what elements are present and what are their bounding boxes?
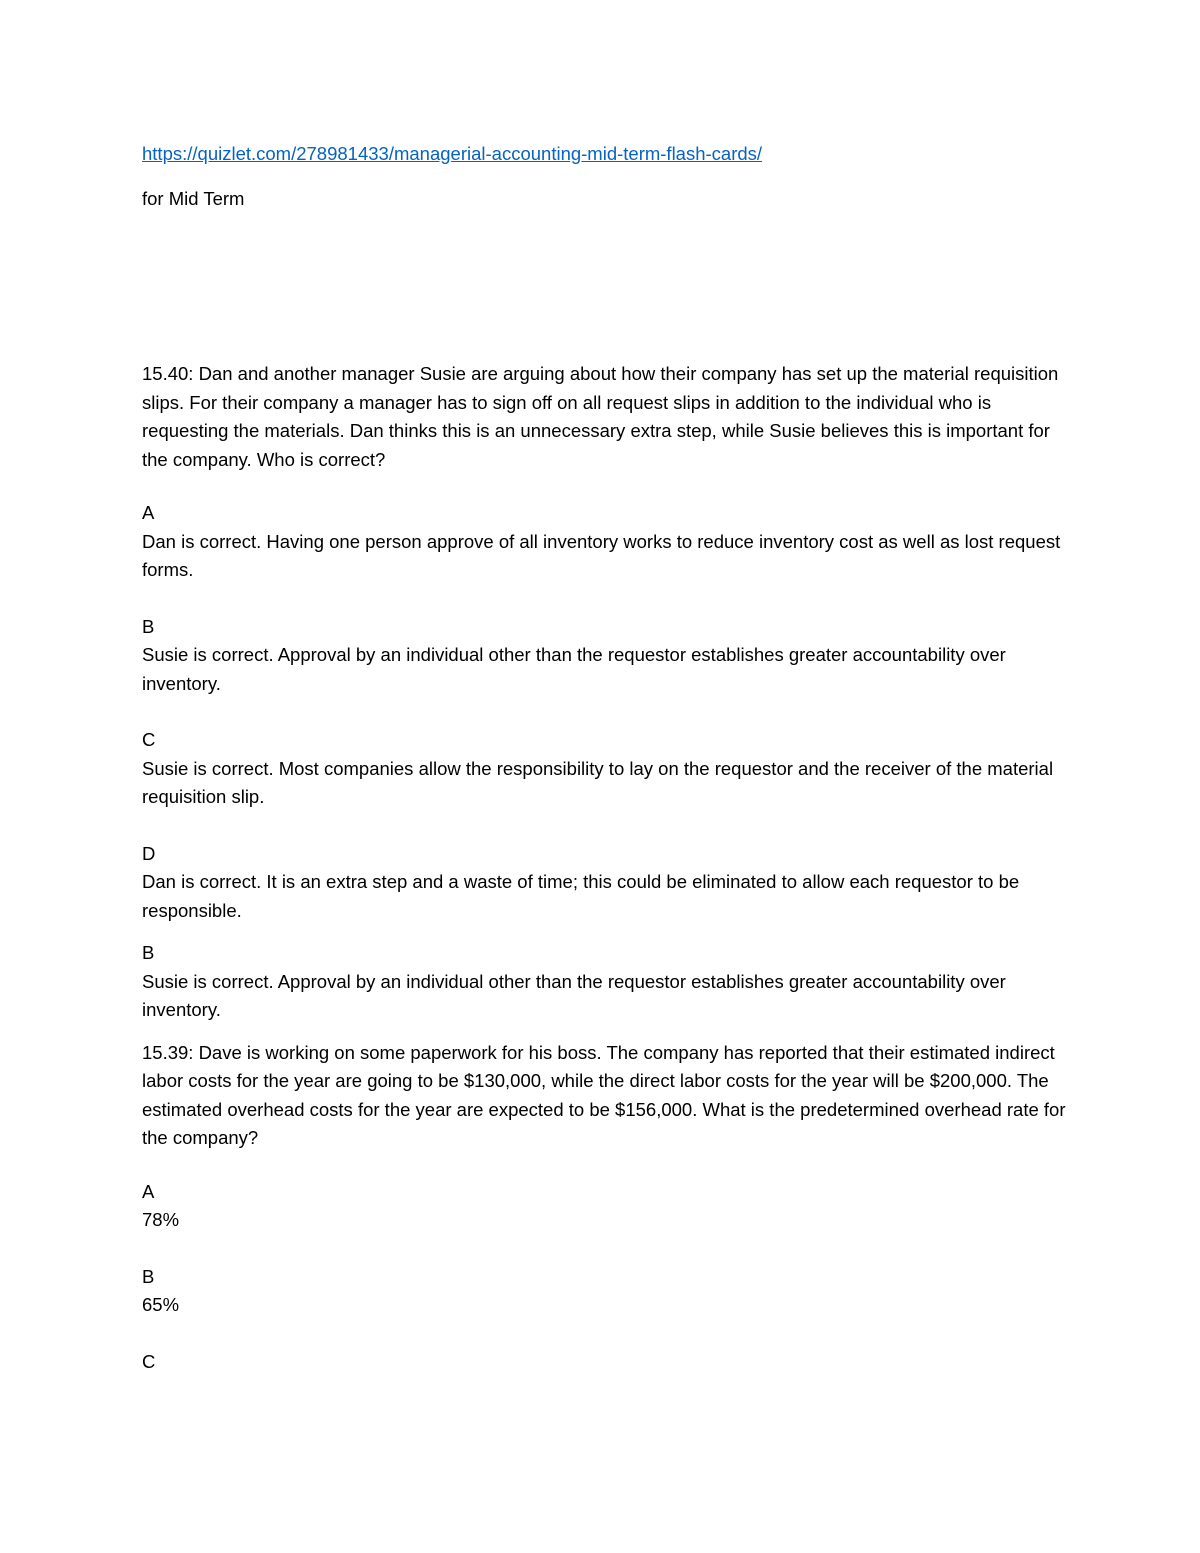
option-text: Dan is correct. It is an extra step and a waste of time; this could be eliminated to allow each requestor to be responsible. <box>142 871 1020 921</box>
document-page <box>142 140 1072 1404</box>
question-2-text: 15.39: Dave is working on some paperwork for his boss. The company has reported that their estimated indirect labor costs for the year are going to be $130,000, while the direct labor costs for the year will be $200,000. The estimated overhead costs for the year are expected to be $156,000. What is the predetermined overhead rate for the company? <box>142 1041 1066 1148</box>
quizlet-link[interactable]: https://quizlet.com/278981433/managerial-accounting-mid-term-flash-cards/ <box>142 143 763 164</box>
option-label: B <box>142 1265 155 1287</box>
option-label: C <box>142 1350 156 1372</box>
option-label: D <box>142 842 156 864</box>
option-text: Susie is correct. Approval by an individual other than the requestor establishes greater accountability over inventory. <box>142 644 1006 694</box>
note-text: for Mid Term <box>142 187 245 209</box>
question-1-answer <box>142 939 1072 1025</box>
question-1-option-a <box>142 499 1072 585</box>
question-1-option-c <box>142 726 1072 812</box>
option-text: 78% <box>142 1209 180 1230</box>
question-1-option-d <box>142 840 1072 926</box>
question-1-option-b <box>142 613 1072 699</box>
option-label: B <box>142 615 155 637</box>
question-1-text: 15.40: Dan and another manager Susie are arguing about how their company has set up the material requisition slips. For their company a manager has to sign off on all request slips in addition to the individual who is requesting the materials. Dan thinks this is an unnecessary extra step, while Susie believes this is important for the company. Who is correct? <box>142 363 1059 470</box>
option-text: 65% <box>142 1294 180 1315</box>
option-text: Susie is correct. Most companies allow the responsibility to lay on the requestor and the receiver of the material requisition slip. <box>142 757 1054 807</box>
option-label: A <box>142 1180 155 1202</box>
option-text: Dan is correct. Having one person approve of all inventory works to reduce inventory cost as well as lost request forms. <box>142 530 1061 580</box>
answer-text: Susie is correct. Approval by an individual other than the requestor establishes greater accountability over inventory. <box>142 970 1006 1020</box>
question-2-option-c <box>142 1348 1072 1377</box>
option-label: A <box>142 502 155 523</box>
link-paragraph <box>142 140 1072 169</box>
question-2-option-b <box>142 1263 1072 1320</box>
question-2-option-a <box>142 1178 1072 1235</box>
option-label: C <box>142 729 156 750</box>
answer-label: B <box>142 942 155 963</box>
